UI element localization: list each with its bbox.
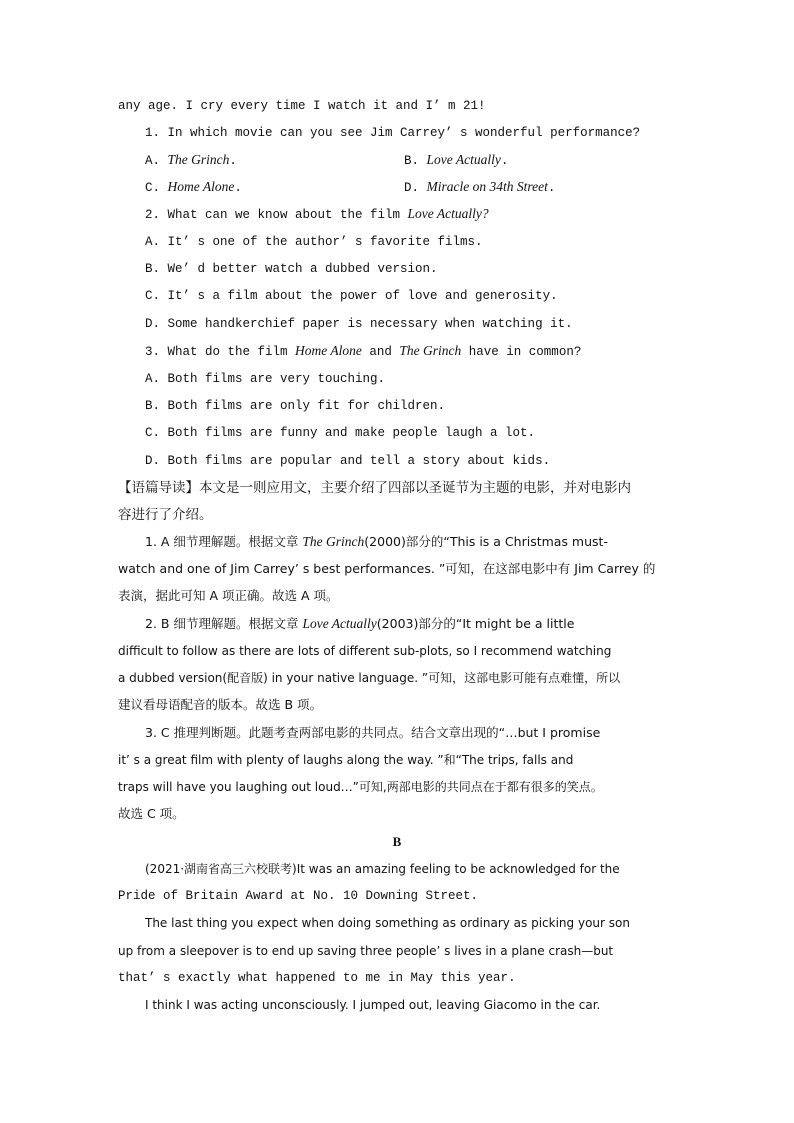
- answer-3-line-4: 故选 C 项。: [118, 806, 185, 821]
- question-3-option-d: D. Both films are popular and tell a story about kids.: [145, 454, 551, 468]
- answer-1-line-2: watch and one of Jim Carrey’ s best performances. ”可知，在这部电影中有 Jim Carrey 的: [118, 561, 656, 576]
- answer-3-line-1: 3. C 推理判断题。此题考查两部电影的共同点。结合文章出现的“…but I promise: [145, 725, 601, 740]
- question-3-stem: 3. What do the film Home Alone and The Grinch have in common?: [145, 343, 582, 359]
- question-3-option-b: B. Both films are only fit for children.: [145, 399, 446, 413]
- section-b-para-1-line-1: (2021·湖南省高三六校联考)It was an amazing feeling to be acknowledged for the: [145, 862, 620, 876]
- option-a-title: The Grinch: [167, 152, 230, 167]
- option-d-title: Miracle on 34th Street: [426, 179, 548, 194]
- question-2-option-b: B. We’ d better watch a dubbed version.: [145, 262, 438, 276]
- question-3-film-2: The Grinch: [399, 343, 462, 358]
- section-b-para-2-line-3: that’ s exactly what happened to me in May this year.: [118, 971, 516, 985]
- answer-2-line-3: a dubbed version(配音版) in your native language. ”可知，这部电影可能有点难懂，所以: [118, 671, 621, 685]
- question-2-film-title: Love Actually?: [407, 206, 489, 221]
- question-1-stem: 1. In which movie can you see Jim Carrey’ s wonderful performance?: [145, 126, 641, 140]
- answer-1-line-3: 表演，据此可知 A 项正确。故选 A 项。: [118, 588, 339, 603]
- passage-guide-line-1: 【语篇导读】本文是一则应用文，主要介绍了四部以圣诞节为主题的电影，并对电影内: [118, 480, 631, 496]
- question-1-option-a: A. The Grinch.: [145, 152, 237, 168]
- question-1-option-c: C. Home Alone.: [145, 179, 242, 195]
- question-3-option-a: A. Both films are very touching.: [145, 372, 386, 386]
- answer-3-line-2: it’ s a great film with plenty of laughs along the way. ”和“The trips, falls and: [118, 753, 574, 767]
- section-b-para-3-line-1: I think I was acting unconsciously. I jumped out, leaving Giacomo in the car.: [145, 998, 601, 1012]
- answer-1-line-1: 1. A 细节理解题。根据文章 The Grinch(2000)部分的“This is a Christmas must-: [145, 534, 608, 549]
- section-b-para-2-line-2: up from a sleepover is to end up saving three people’ s lives in a plane crash—but: [118, 944, 614, 958]
- option-c-title: Home Alone: [167, 179, 235, 194]
- question-2-option-d: D. Some handkerchief paper is necessary when watching it.: [145, 317, 573, 331]
- section-b-para-1-line-2: Pride of Britain Award at No. 10 Downing Street.: [118, 889, 479, 903]
- question-1-option-d: D. Miracle on 34th Street.: [404, 179, 556, 195]
- answer-2-line-2: difficult to follow as there are lots of different sub-plots, so I recommend watching: [118, 644, 612, 658]
- answer-2-line-1: 2. B 细节理解题。根据文章 Love Actually(2003)部分的“It might be a little: [145, 616, 575, 631]
- passage-guide-line-2: 容进行了介绍。: [118, 507, 213, 523]
- option-b-title: Love Actually: [426, 152, 501, 167]
- answer-2-line-4: 建议看母语配音的版本。故选 B 项。: [118, 697, 323, 712]
- question-3-film-1: Home Alone: [295, 343, 362, 358]
- question-2-stem: 2. What can we know about the film Love Actually?: [145, 206, 489, 222]
- section-b-para-2-line-1: The last thing you expect when doing something as ordinary as picking your son: [145, 916, 630, 930]
- question-3-option-c: C. Both films are funny and make people laugh a lot.: [145, 426, 536, 440]
- section-b-heading: B: [392, 834, 402, 849]
- question-2-option-c: C. It’ s a film about the power of love and generosity.: [145, 289, 558, 303]
- question-2-option-a: A. It’ s one of the author’ s favorite films.: [145, 235, 483, 249]
- intro-tail: any age. I cry every time I watch it and I’ m 21!: [118, 99, 486, 113]
- answer-3-line-3: traps will have you laughing out loud…”可知,两部电影的共同点在于都有很多的笑点。: [118, 780, 603, 794]
- question-1-option-b: B. Love Actually.: [404, 152, 509, 168]
